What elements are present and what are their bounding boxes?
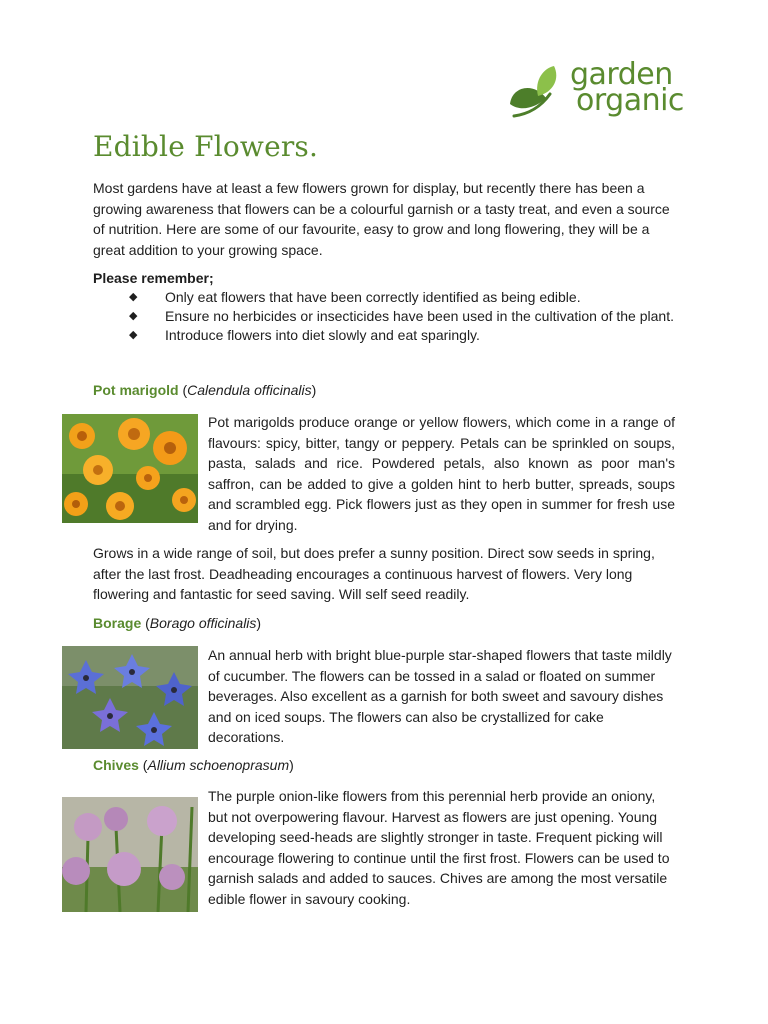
chives-photo <box>62 797 198 912</box>
list-item-text: Introduce flowers into diet slowly and eat sparingly. <box>165 327 480 343</box>
pot-marigold-heading: Pot marigold (Calendula officinalis) <box>93 382 317 398</box>
pot-marigold-growing: Grows in a wide range of soil, but does prefer a sunny position. Direct sow seeds in spring, after the last frost. Deadheading encourages a continuous harvest of flowers. Very long flowering and fantastic for seed saving. Will self seed readily. <box>93 545 655 602</box>
garden-organic-logo <box>506 57 726 126</box>
latin-name: Allium schoenoprasum <box>147 757 290 773</box>
leaf-logo-icon <box>506 64 572 122</box>
intro-paragraph: Most gardens have at least a few flowers grown for display, but recently there has been a growing awareness that flowers can be a colourful garnish or a tasty treat, and even a source of nutrition. Here are some of our favourite, easy to grow and long flowering, they will be a great addition to your growing space. <box>93 180 670 258</box>
remember-heading: Please remember; <box>93 270 214 286</box>
diamond-bullet-icon: ◆ <box>129 291 138 303</box>
page-title <box>93 130 318 163</box>
chives-heading: Chives (Allium schoenoprasum) <box>93 757 294 773</box>
list-item <box>129 288 689 307</box>
borage-description: An annual herb with bright blue-purple star-shaped flowers that taste mildly of cucumber. The flowers can be tossed in a salad or floated on summer beverages. Also excellent as a garnish for both sweet and savoury dishes and on iced soups. The flowers can also be crystallized for cake decorations. <box>208 647 672 745</box>
common-name: Chives <box>93 757 139 773</box>
diamond-bullet-icon: ◆ <box>129 310 138 322</box>
latin-name: Borago officinalis <box>149 615 257 631</box>
pot-marigold-description: Pot marigolds produce orange or yellow flowers, which come in a range of flavours: spicy, bitter, tangy or peppery. Petals can be sprinkled on soups, pasta, salads and rice. Powdered petals, also known as poor man's saffron, can be added to give a golden hint to herb butter, spreads, soups and scrambled egg. Pick flowers just as they open in summer for fresh use and for drying. <box>208 414 675 533</box>
chives-description: The purple onion-like flowers from this perennial herb provide an oniony, but not overpowering flavour. Harvest as flowers are just opening. Young developing seed-heads are slightly stronger in taste. Frequent picking will encourage flowering to continue until the first frost. Flowers can be used to garnish salads and added to sauces. Chives are among the most versatile edible flower in savoury cooking. <box>208 788 670 907</box>
borage-heading: Borage (Borago officinalis) <box>93 615 262 631</box>
title-text: Edible Flowers <box>93 130 309 163</box>
title-period: . <box>309 130 319 163</box>
list-item-text: Ensure no herbicides or insecticides have been used in the cultivation of the plant. <box>165 308 674 324</box>
pot-marigold-photo <box>62 414 198 523</box>
common-name: Borage <box>93 615 142 631</box>
list-item <box>129 307 689 326</box>
list-item-text: Only eat flowers that have been correctly identified as being edible. <box>165 289 581 305</box>
logo-line-1: garden <box>570 57 673 92</box>
borage-photo <box>62 646 198 749</box>
logo-line-2: organic <box>576 83 684 118</box>
common-name: Pot marigold <box>93 382 179 398</box>
list-item <box>129 326 689 345</box>
remember-list <box>129 288 689 345</box>
diamond-bullet-icon: ◆ <box>129 329 138 341</box>
logo-wordmark <box>570 57 684 118</box>
latin-name: Calendula officinalis <box>187 382 312 398</box>
